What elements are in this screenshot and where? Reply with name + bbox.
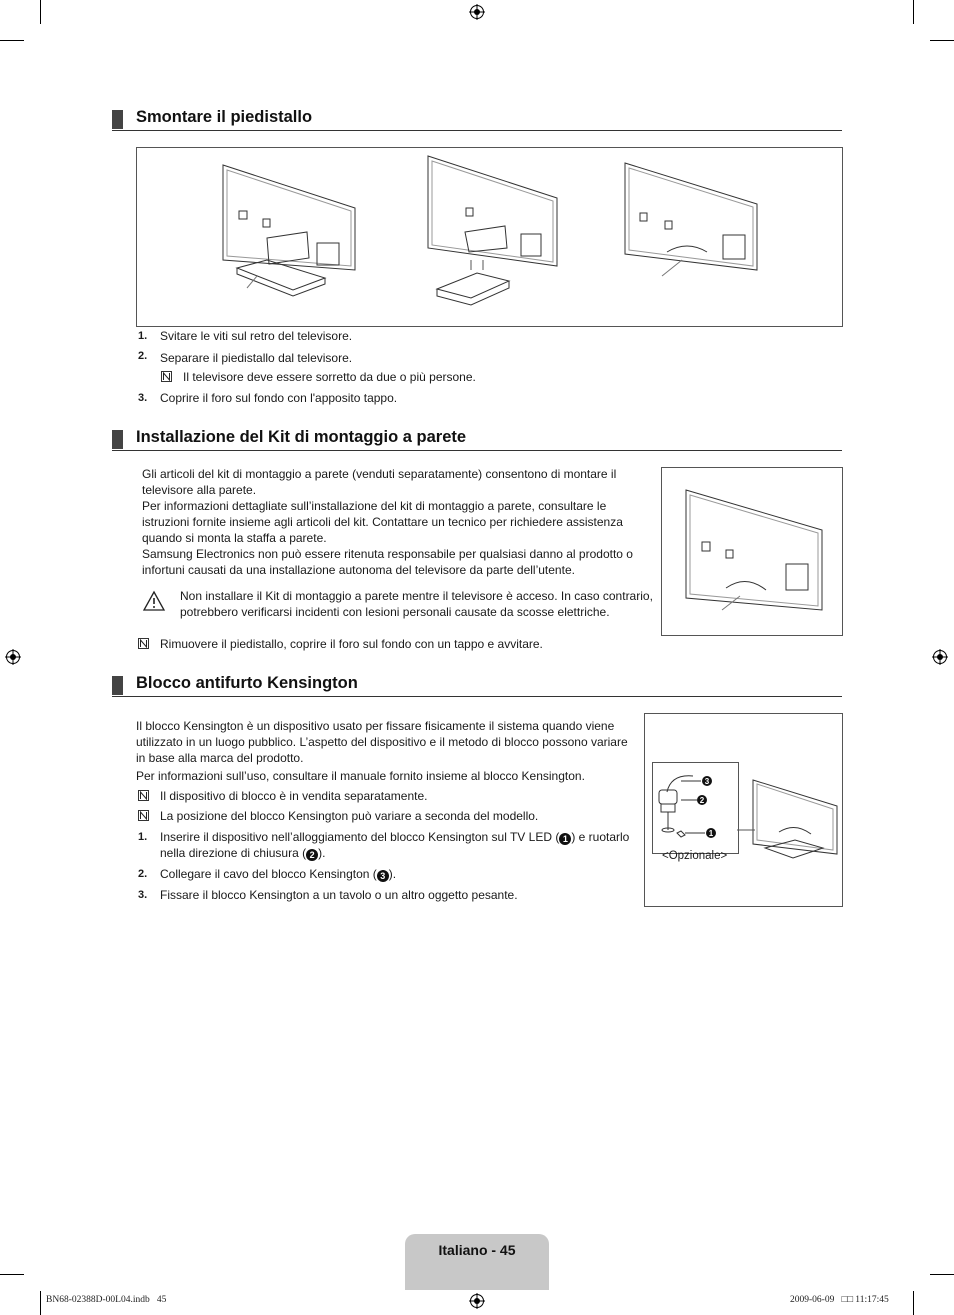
registration-mark-icon [469,4,485,20]
warning-line: potrebbero verificarsi incidenti con lesioni personali causate da scosse elettriche. [180,605,610,619]
registration-mark-icon [932,649,948,665]
step-text: Fissare il blocco Kensington a un tavolo o un altro oggetto pesante. [160,888,518,902]
heading-bar [112,676,123,695]
note-text: Il televisore deve essere sorretto da due o più persone. [183,370,476,384]
marker-2-icon: 2 [306,849,318,861]
section-title: Smontare il piedistallo [136,108,313,126]
note-text: Il dispositivo di blocco è in vendita separatamente. [160,789,428,803]
note-icon [161,371,172,382]
step-number: 1. [138,330,148,342]
note-text: La posizione del blocco Kensington può variare a seconda del modello. [160,809,539,823]
paragraph-line: infortuni causati da una installazione autonoma del televisore da parte dell’utente. [142,563,575,577]
paragraph-line: utilizzato in un luogo pubblico. L’aspetto del dispositivo e il metodo di blocco possono variare [136,735,628,749]
paragraph-line: televisore alla parete. [142,483,257,497]
section-heading-wallmount [112,430,842,451]
paragraph-line: Il blocco Kensington è un dispositivo usato per fissare fisicamente il sistema quando viene [136,719,615,733]
paragraph-line: in base alla marca del prodotto. [136,751,304,765]
section-title: Blocco antifurto Kensington [136,674,358,692]
wallmount-figure [661,467,843,636]
print-timestamp: 2009-06-09 □□ 11:17:45 [790,1295,889,1305]
step-text [160,829,650,861]
kensington-lock-illustration [645,714,842,906]
warning-text [180,588,660,620]
page-label: Italiano - 45 [438,1242,516,1258]
step-text-part: Inserire il dispositivo nell’alloggiamento del blocco Kensington sul TV LED ( [160,830,560,844]
step-number: 3. [138,392,148,404]
tv-back-illustration [662,468,842,635]
step-text: Svitare le viti sul retro del televisore. [160,329,353,343]
paragraph-line: Per informazioni dettagliate sull’installazione del kit di montaggio a parete, consultare le [142,499,607,513]
figure-caption: <Opzionale> [662,850,728,862]
step-text-part: ). [388,867,397,881]
step-text-part: ). [318,846,326,860]
tv-stand-illustration [137,148,842,326]
marker-label: 1 [708,829,714,838]
section-title: Installazione del Kit di montaggio a parete [136,428,467,446]
info-line: Per informazioni sull’uso, consultare il manuale fornito insieme al blocco Kensington. [136,769,585,783]
crop-mark [913,1291,914,1315]
step-text-part: nella direzione di chiusura ( [160,846,307,860]
step-line [160,845,650,861]
step-number: 2. [138,350,148,362]
note-icon [138,638,149,649]
kensington-paragraph [136,718,641,766]
warning-icon [142,590,166,612]
registration-mark-icon [469,1293,485,1309]
kensington-figure [644,713,843,907]
marker-label: 2 [699,796,705,805]
marker-label: 3 [704,777,710,786]
step-text: Separare il piedistallo dal televisore. [160,351,353,365]
warning-line: Non installare il Kit di montaggio a parete mentre il televisore è acceso. In caso contrario, [180,589,653,603]
note-icon [138,790,149,801]
crop-mark [913,0,914,24]
step-text-part: Collegare il cavo del blocco Kensington ( [160,867,377,881]
page-number-tab [405,1234,549,1290]
paragraph-line: Gli articoli del kit di montaggio a parete (venduti separatamente) consentono di montare il [142,467,617,481]
step-text-part: ) e ruotarlo [571,830,630,844]
crop-mark [0,1274,24,1275]
note-text: Rimuovere il piedistallo, coprire il foro sul fondo con un tappo e avvitare. [160,637,543,651]
heading-bar [112,110,123,129]
wallmount-paragraph [142,466,652,578]
crop-mark [40,0,41,24]
section-heading-kensington [112,676,842,697]
marker-1-icon: 1 [559,833,571,845]
step-text: Coprire il foro sul fondo con l'apposito tappo. [160,391,398,405]
file-info: BN68-02388D-00L04.indb 45 [46,1295,167,1305]
crop-mark [930,1274,954,1275]
step-number: 1. [138,831,148,843]
section-heading-stand [112,110,842,131]
step-number: 2. [138,868,148,880]
paragraph-line: istruzioni fornite insieme agli articoli del kit. Contattare un tecnico per richiedere assistenza [142,515,623,529]
paragraph-line: quando si monta la staffa a parete. [142,531,327,545]
crop-mark [0,40,24,41]
paragraph-line: Samsung Electronics non può essere ritenuta responsabile per qualsiasi danno al prodotto o [142,547,633,561]
registration-mark-icon [5,649,21,665]
heading-bar [112,430,123,449]
step-text [160,866,396,882]
stand-removal-figure [136,147,843,327]
note-icon [138,810,149,821]
crop-mark [930,40,954,41]
marker-3-icon: 3 [377,870,389,882]
step-line [160,829,650,845]
step-number: 3. [138,889,148,901]
crop-mark [40,1291,41,1315]
